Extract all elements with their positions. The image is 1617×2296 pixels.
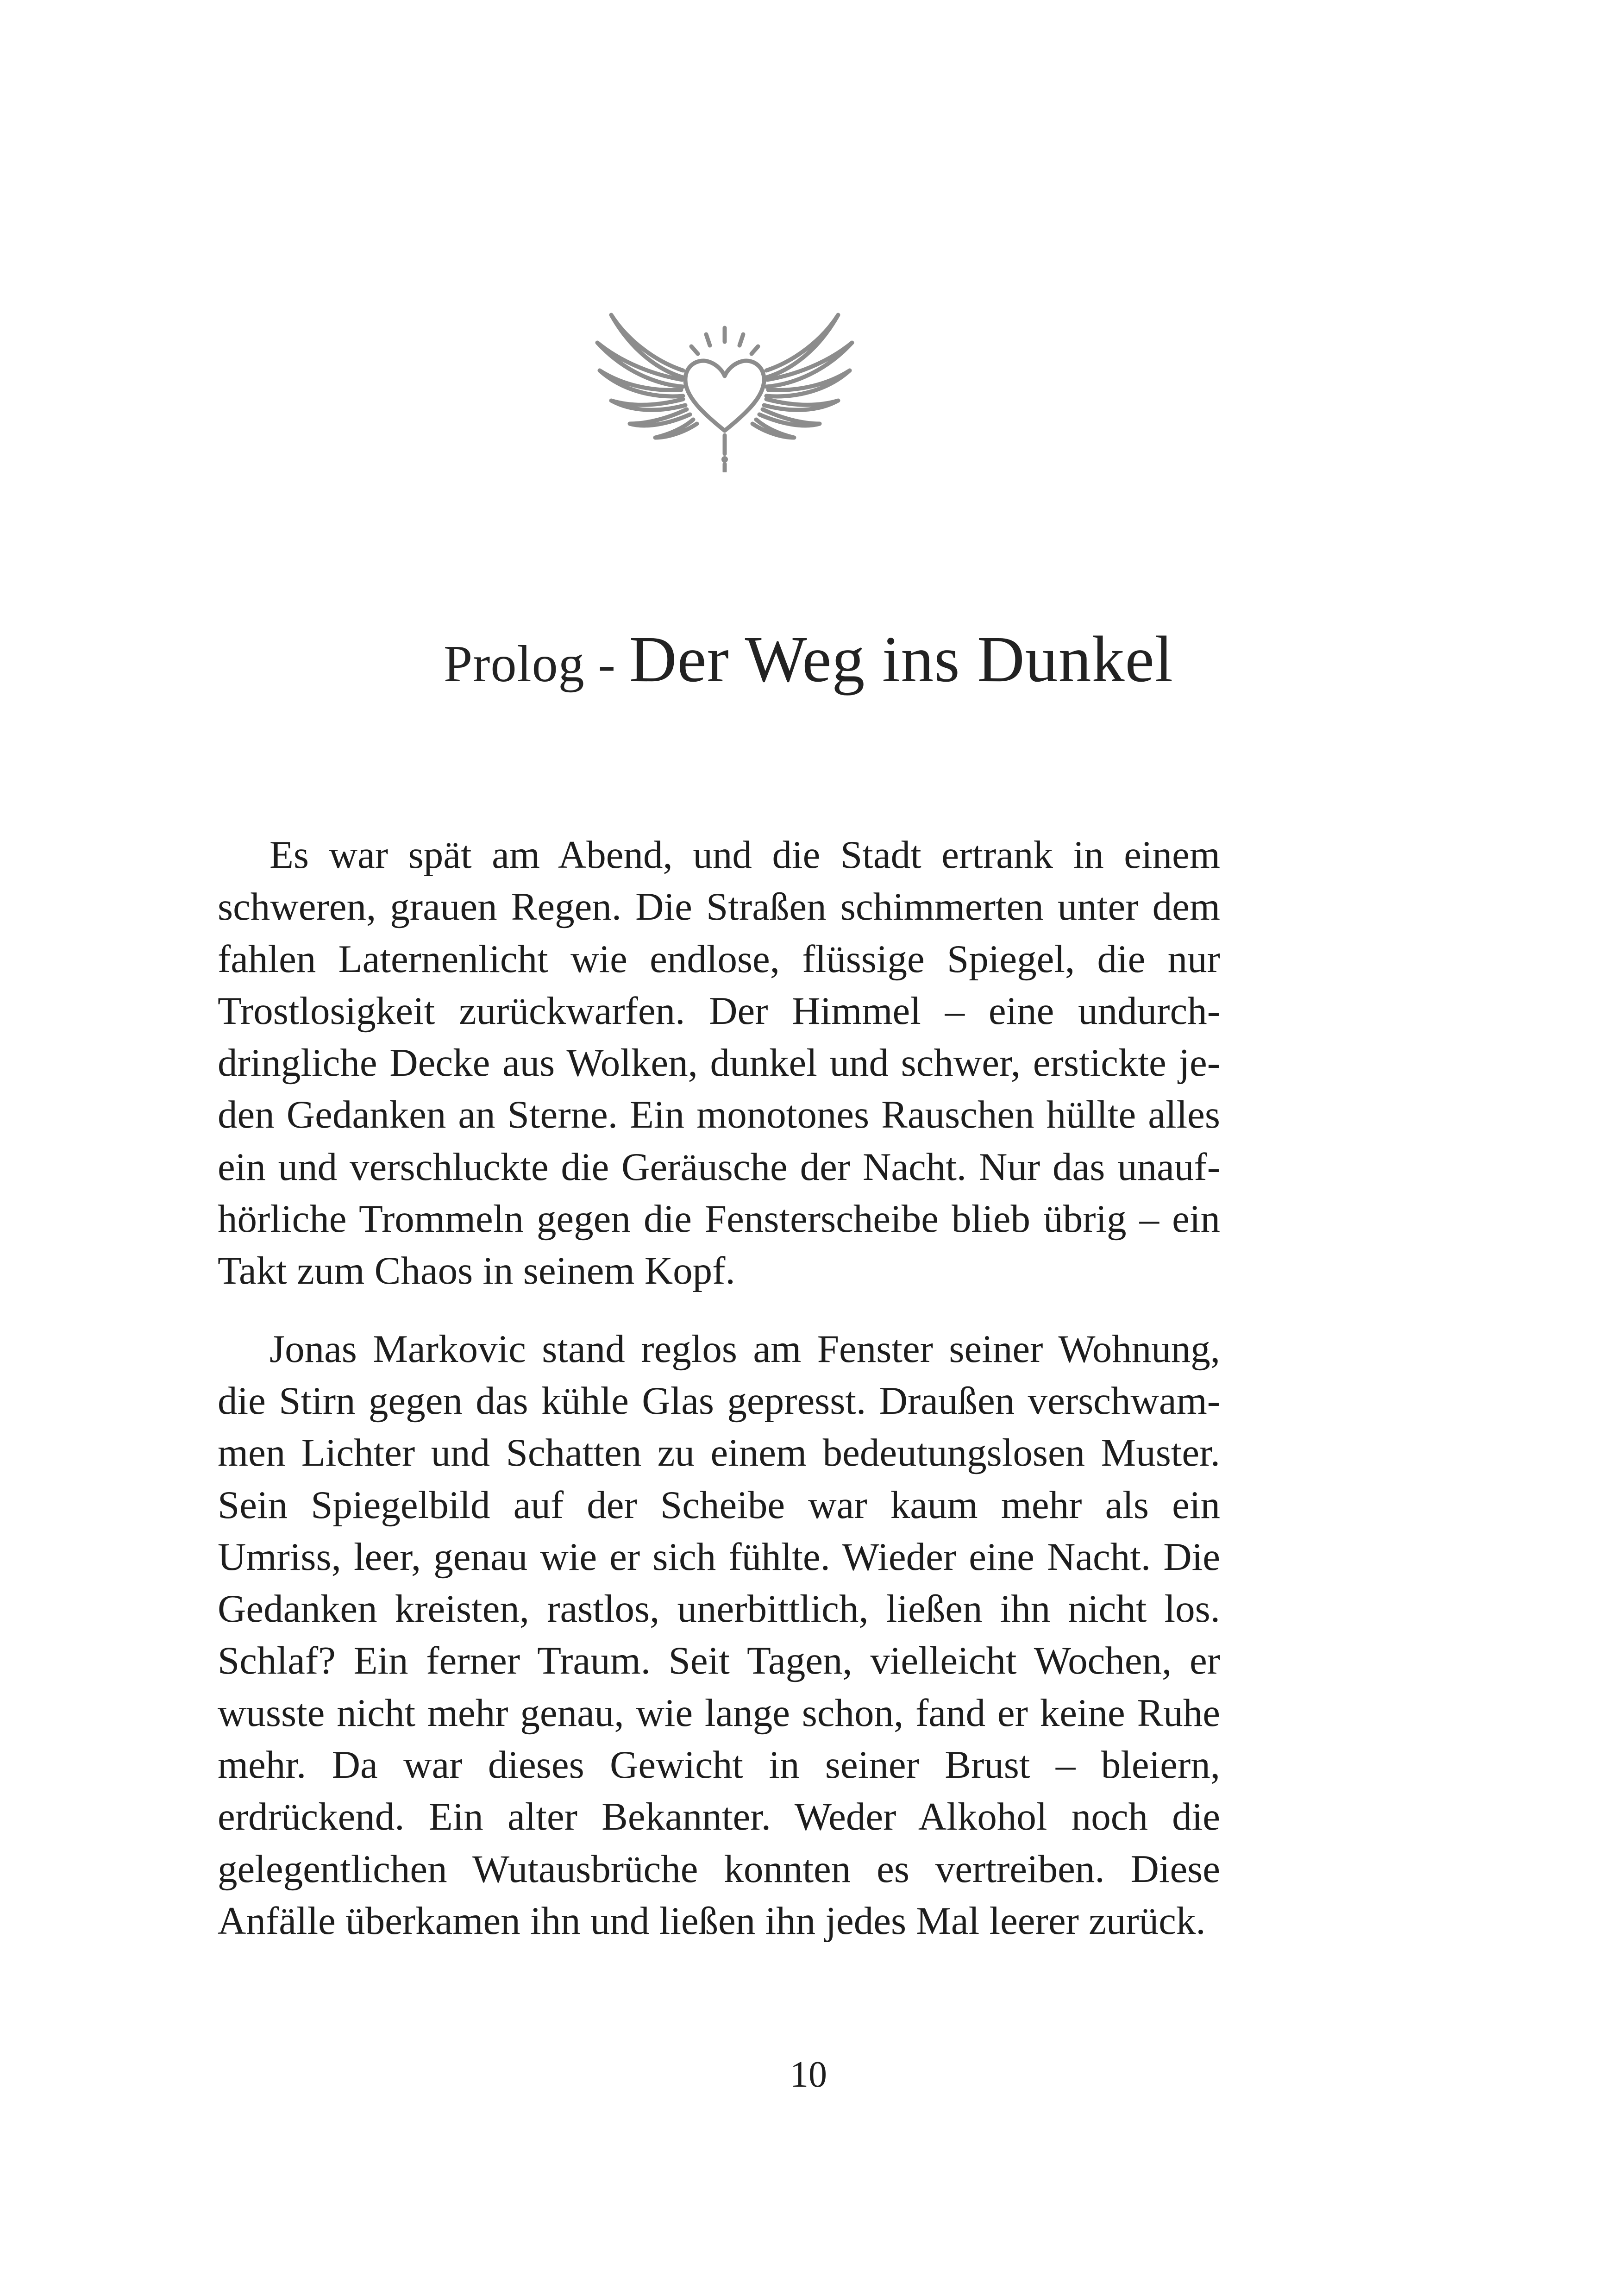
winged-heart-icon [590, 296, 859, 472]
body-text [218, 829, 1220, 1947]
paragraph: Jonas Markovic stand reglos am Fenster seiner Wohnung, die Stirn gegen das kühle Glas gepresst. Draußen verschwammen Lichter und Schatten zu einem bedeutungslosen Muster. Sein Spiegelbild auf der Scheibe war kaum mehr als ein Umriss, leer, genau wie er sich fühlte. Wieder eine Nacht. Die Gedanken kreisten, rastlos, unerbittlich, ließen ihn nicht los. Schlaf? Ein ferner Traum. Seit Tagen, vielleicht Wochen, er wusste nicht mehr genau, wie lange schon, fand er keine Ruhe mehr. Da war dieses Gewicht in seiner Brust – bleiern, erdrückend. Ein alter Bekannter. Weder Alkohol noch die gelegentlichen Wutausbrüche konnten es vertreiben. Diese Anfälle überkamen ihn und ließen ihn jedes Mal leerer zurück. [218, 1327, 1220, 1943]
chapter-title [0, 623, 1617, 695]
chapter-prefix: Prolog - [443, 635, 629, 693]
page-number: 10 [790, 2054, 827, 2095]
paragraph: Es war spät am Abend, und die Stadt ertrank in einem schweren, grauen Regen. Die Straßen schimmerten unter dem fahlen Laternenlicht wie endlose, flüssige Spiegel, die nur Trostlosigkeit zurückwarfen. Der Himmel – eine undurchdringliche Decke aus Wolken, dunkel und schwer, erstickte jeden Gedanken an Sterne. Ein monotones Rauschen hüllte alles ein und verschluckte die Geräusche der Nacht. Nur das unaufhörliche Trommeln gegen die Fensterscheibe blieb übrig – ein Takt zum Chaos in seinem Kopf. [218, 833, 1220, 1293]
chapter-name: Der Weg ins Dunkel [629, 622, 1174, 696]
